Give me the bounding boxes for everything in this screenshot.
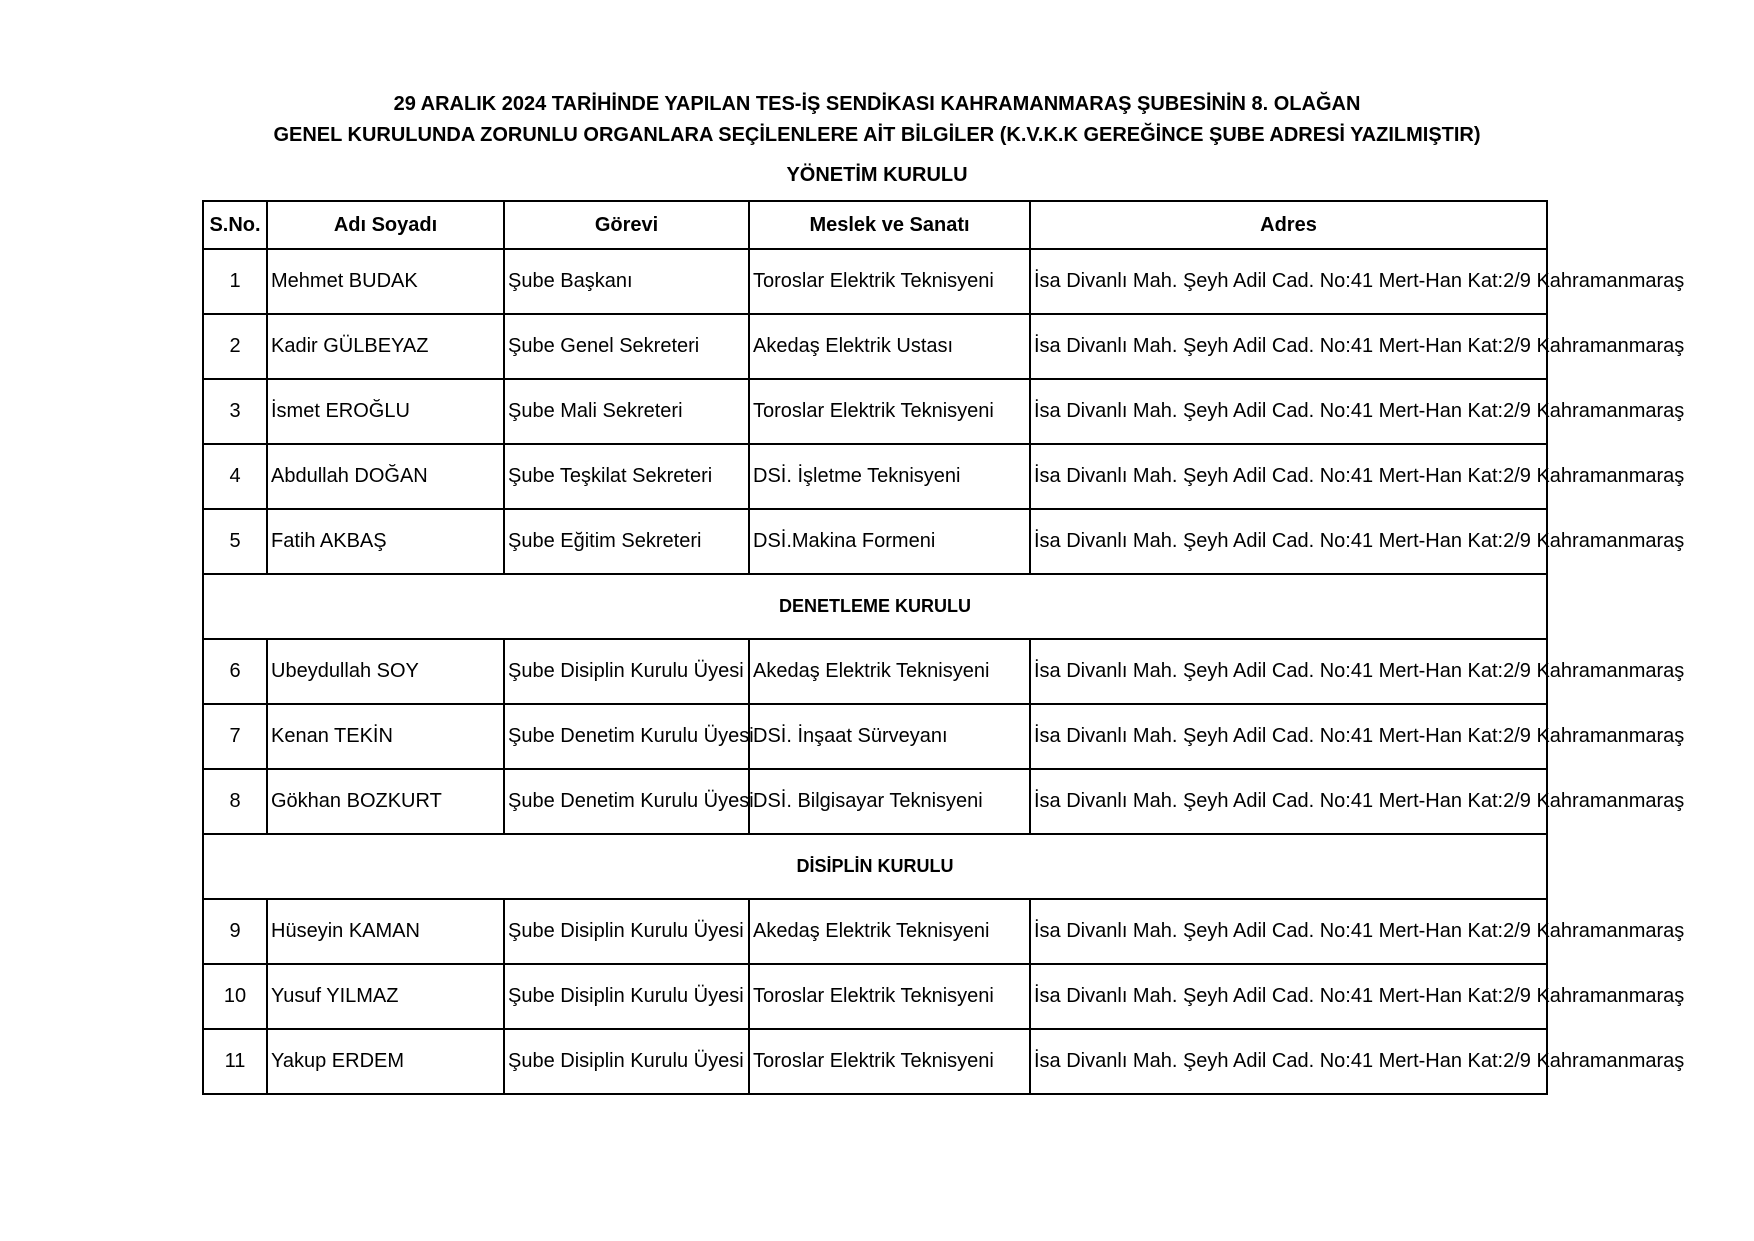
table-header-row [203,201,1547,249]
cell-sno: 1 [203,249,267,314]
table-row [203,444,1547,509]
table-row [203,639,1547,704]
table-row [203,899,1547,964]
cell-address: İsa Divanlı Mah. Şeyh Adil Cad. No:41 Mert-Han Kat:2/9 Kahramanmaraş [1030,509,1547,574]
cell-name: Fatih AKBAŞ [267,509,504,574]
cell-name: İsmet EROĞLU [267,379,504,444]
cell-address: İsa Divanlı Mah. Şeyh Adil Cad. No:41 Mert-Han Kat:2/9 Kahramanmaraş [1030,249,1547,314]
cell-role: Şube Denetim Kurulu Üyesi [504,704,749,769]
cell-profession: DSİ.Makina Formeni [749,509,1030,574]
cell-address: İsa Divanlı Mah. Şeyh Adil Cad. No:41 Mert-Han Kat:2/9 Kahramanmaraş [1030,444,1547,509]
section-title-yonetim-kurulu: YÖNETİM KURULU [786,164,968,186]
cell-profession: Toroslar Elektrik Teknisyeni [749,379,1030,444]
cell-sno: 2 [203,314,267,379]
cell-role: Şube Teşkilat Sekreteri [504,444,749,509]
cell-profession: Toroslar Elektrik Teknisyeni [749,249,1030,314]
board-members-table [202,200,1685,1095]
header-profession: Meslek ve Sanatı [749,201,1030,249]
cell-role: Şube Disiplin Kurulu Üyesi [504,1029,749,1094]
cell-role: Şube Denetim Kurulu Üyesi [504,769,749,834]
table-row [203,509,1547,574]
cell-profession: Toroslar Elektrik Teknisyeni [749,1029,1030,1094]
header-name: Adı Soyadı [267,201,504,249]
header-address: Adres [1030,201,1547,249]
table-row [203,964,1547,1029]
cell-address: İsa Divanlı Mah. Şeyh Adil Cad. No:41 Mert-Han Kat:2/9 Kahramanmaraş [1030,964,1547,1029]
table-row [203,379,1547,444]
cell-sno: 11 [203,1029,267,1094]
cell-sno: 9 [203,899,267,964]
cell-role: Şube Başkanı [504,249,749,314]
cell-address: İsa Divanlı Mah. Şeyh Adil Cad. No:41 Mert-Han Kat:2/9 Kahramanmaraş [1030,314,1547,379]
cell-name: Mehmet BUDAK [267,249,504,314]
cell-name: Yusuf YILMAZ [267,964,504,1029]
cell-profession: Akedaş Elektrik Ustası [749,314,1030,379]
cell-sno: 4 [203,444,267,509]
cell-profession: DSİ. İnşaat Sürveyanı [749,704,1030,769]
cell-address: İsa Divanlı Mah. Şeyh Adil Cad. No:41 Mert-Han Kat:2/9 Kahramanmaraş [1030,1029,1547,1094]
cell-role: Şube Disiplin Kurulu Üyesi [504,639,749,704]
cell-name: Gökhan BOZKURT [267,769,504,834]
cell-sno: 5 [203,509,267,574]
cell-name: Hüseyin KAMAN [267,899,504,964]
cell-sno: 7 [203,704,267,769]
cell-profession: Akedaş Elektrik Teknisyeni [749,639,1030,704]
cell-name: Kadir GÜLBEYAZ [267,314,504,379]
cell-name: Abdullah DOĞAN [267,444,504,509]
cell-profession: Toroslar Elektrik Teknisyeni [749,964,1030,1029]
table-row [203,769,1547,834]
header-sno: S.No. [203,201,267,249]
table-row [203,1029,1547,1094]
cell-address: İsa Divanlı Mah. Şeyh Adil Cad. No:41 Mert-Han Kat:2/9 Kahramanmaraş [1030,704,1547,769]
cell-profession: Akedaş Elektrik Teknisyeni [749,899,1030,964]
cell-name: Yakup ERDEM [267,1029,504,1094]
cell-sno: 8 [203,769,267,834]
cell-profession: DSİ. İşletme Teknisyeni [749,444,1030,509]
section-row-denetleme-kurulu [203,574,1547,639]
cell-sno: 6 [203,639,267,704]
cell-role: Şube Mali Sekreteri [504,379,749,444]
cell-role: Şube Disiplin Kurulu Üyesi [504,964,749,1029]
table-row [203,704,1547,769]
table-row [203,249,1547,314]
section-label-denetleme-kurulu: DENETLEME KURULU [203,574,1547,639]
section-label-disiplin-kurulu: DİSİPLİN KURULU [203,834,1547,899]
cell-name: Ubeydullah SOY [267,639,504,704]
cell-sno: 3 [203,379,267,444]
cell-role: Şube Genel Sekreteri [504,314,749,379]
table-row [203,314,1547,379]
cell-sno: 10 [203,964,267,1029]
header-role: Görevi [504,201,749,249]
cell-address: İsa Divanlı Mah. Şeyh Adil Cad. No:41 Mert-Han Kat:2/9 Kahramanmaraş [1030,639,1547,704]
cell-role: Şube Disiplin Kurulu Üyesi [504,899,749,964]
cell-address: İsa Divanlı Mah. Şeyh Adil Cad. No:41 Mert-Han Kat:2/9 Kahramanmaraş [1030,899,1547,964]
cell-name: Kenan TEKİN [267,704,504,769]
section-row-disiplin-kurulu [203,834,1547,899]
cell-role: Şube Eğitim Sekreteri [504,509,749,574]
document-title-line-1: 29 ARALIK 2024 TARİHİNDE YAPILAN TES-İŞ SENDİKASI KAHRAMANMARAŞ ŞUBESİNİN 8. OLAĞAN [393,93,1361,115]
cell-profession: DSİ. Bilgisayar Teknisyeni [749,769,1030,834]
cell-address: İsa Divanlı Mah. Şeyh Adil Cad. No:41 Mert-Han Kat:2/9 Kahramanmaraş [1030,769,1547,834]
document-title-line-2: GENEL KURULUNDA ZORUNLU ORGANLARA SEÇİLENLERE AİT BİLGİLER (K.V.K.K GEREĞİNCE ŞUBE ADRESİ YAZILMIŞTIR) [273,124,1481,146]
cell-address: İsa Divanlı Mah. Şeyh Adil Cad. No:41 Mert-Han Kat:2/9 Kahramanmaraş [1030,379,1547,444]
